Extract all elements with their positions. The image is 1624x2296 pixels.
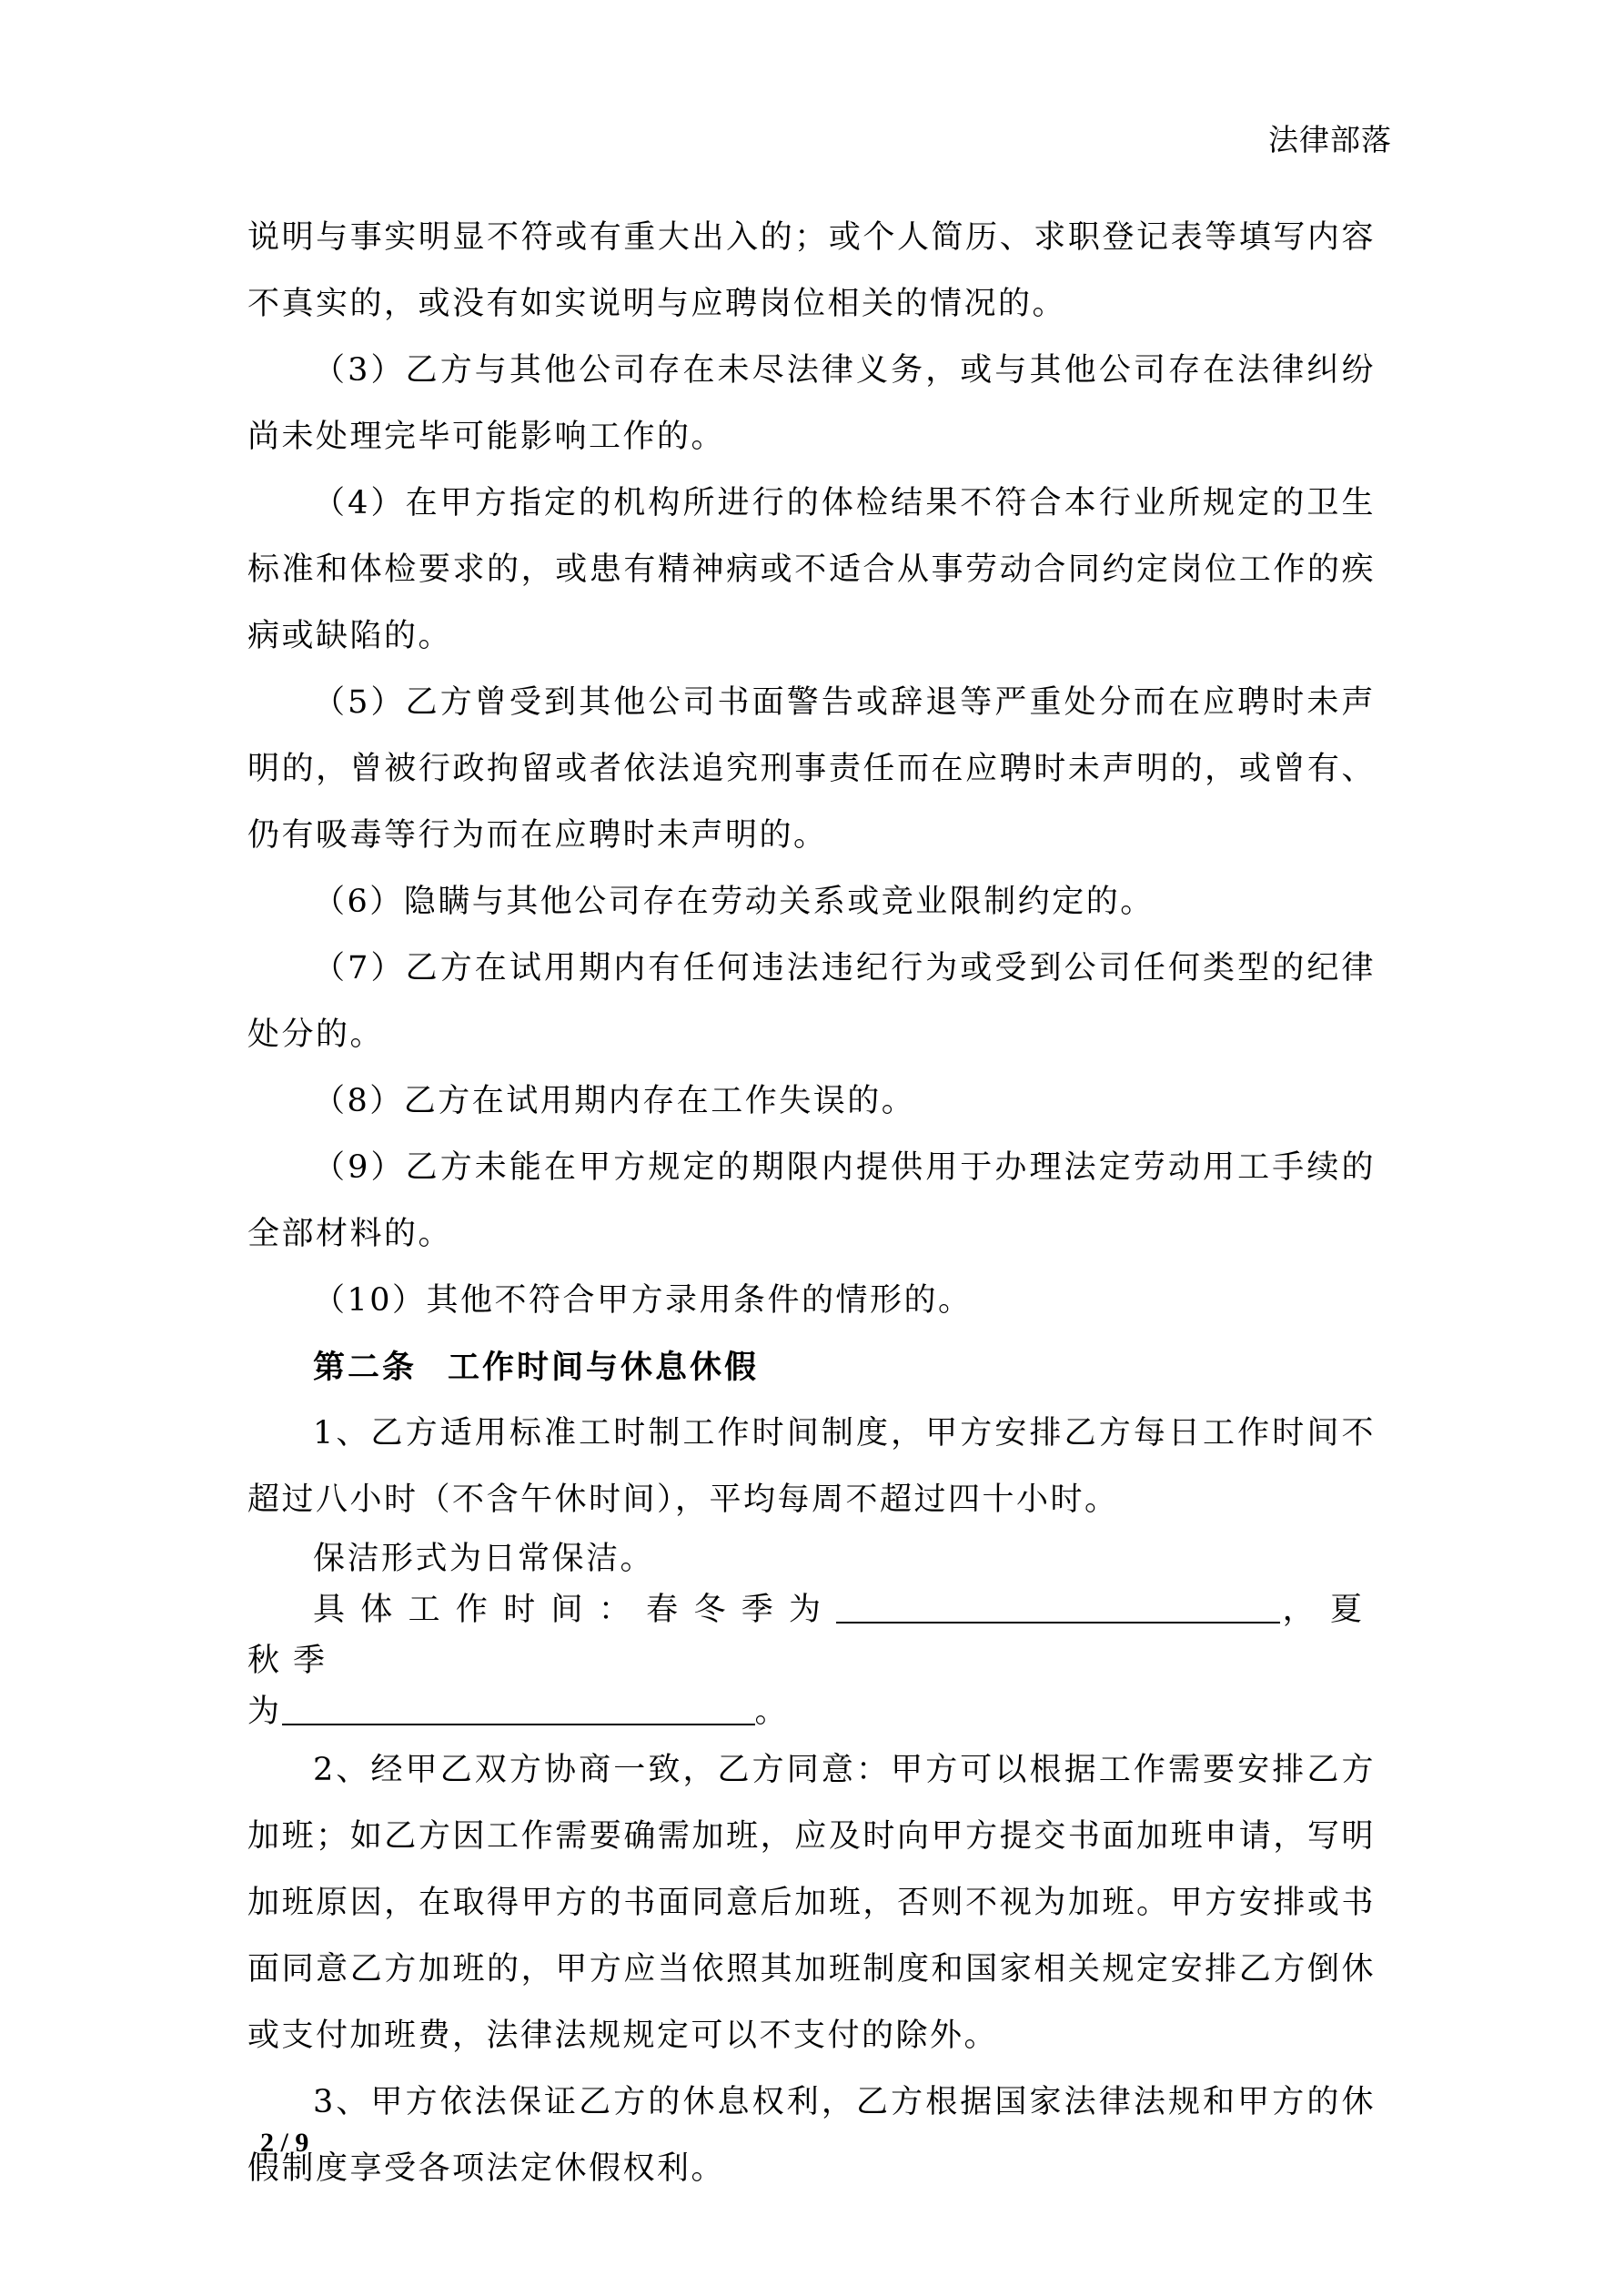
clause-4: （4）在甲方指定的机构所进行的体检结果不符合本行业所规定的卫生标准和体检要求的，或患有精神病或不适合从事劳动合同约定岗位工作的疾病或缺陷的。 <box>247 485 1376 654</box>
spring-winter-hours-blank[interactable] <box>836 1591 1280 1623</box>
schedule-wei: 为 <box>247 1694 282 1730</box>
schedule-label: 具体工作时间：春冬季为 <box>313 1592 837 1628</box>
clause-3: （3）乙方与其他公司存在未尽法律义务，或与其他公司存在法律纠纷尚未处理完毕可能影响工作的。 <box>247 352 1376 455</box>
clause-6: （6）隐瞒与其他公司存在劳动关系或竞业限制约定的。 <box>313 884 1155 920</box>
work-schedule <box>247 1584 1376 1737</box>
article2-clause-2: 2、经甲乙双方协商一致，乙方同意：甲方可以根据工作需要安排乙方加班；如乙方因工作需要确需加班，应及时向甲方提交书面加班申请，写明加班原因，在取得甲方的书面同意后加班，否则不视为加班。甲方安排或书面同意乙方加班的，甲方应当依照其加班制度和国家相关规定安排乙方倒休或支付加班费，法律法规规定可以不支付的除外。 <box>247 1752 1376 2054</box>
cleaning-form: 保洁形式为日常保洁。 <box>313 1541 655 1577</box>
paragraph-continuation: 说明与事实明显不符或有重大出入的；或个人简历、求职登记表等填写内容不真实的，或没有如实说明与应聘岗位相关的情况的。 <box>247 219 1376 322</box>
summer-autumn-hours-blank[interactable] <box>282 1693 755 1725</box>
clause-9: （9）乙方未能在甲方规定的期限内提供用于办理法定劳动用工手续的全部材料的。 <box>247 1149 1376 1252</box>
clause-7: （7）乙方在试用期内有任何违法违纪行为或受到公司任何类型的纪律处分的。 <box>247 950 1376 1053</box>
document-body <box>247 205 1376 2202</box>
clause-8: （8）乙方在试用期内存在工作失误的。 <box>313 1083 916 1119</box>
page-header: 法律部落 <box>1268 122 1392 157</box>
article-title: 工作时间与休息休假 <box>448 1349 760 1386</box>
clause-10: （10）其他不符合甲方录用条件的情形的。 <box>313 1282 973 1319</box>
clause-5: （5）乙方曾受到其他公司书面警告或辞退等严重处分而在应聘时未声明的，曾被行政拘留或者依法追究刑事责任而在应聘时未声明的，或曾有、仍有吸毒等行为而在应聘时未声明的。 <box>247 684 1376 854</box>
article-heading <box>247 1334 1376 1401</box>
article-number: 第二条 <box>313 1349 418 1386</box>
article2-clause-1: 1、乙方适用标准工时制工作时间制度，甲方安排乙方每日工作时间不超过八小时（不含午休时间），平均每周不超过四十小时。 <box>247 1415 1376 1518</box>
schedule-mid: ，夏秋季 <box>247 1592 1376 1679</box>
schedule-end: 。 <box>754 1694 790 1730</box>
article2-clause-3: 3、甲方依法保证乙方的休息权利，乙方根据国家法律法规和甲方的休假制度享受各项法定休假权利。 <box>247 2084 1376 2187</box>
page-number: 2 / 9 <box>260 2128 309 2158</box>
